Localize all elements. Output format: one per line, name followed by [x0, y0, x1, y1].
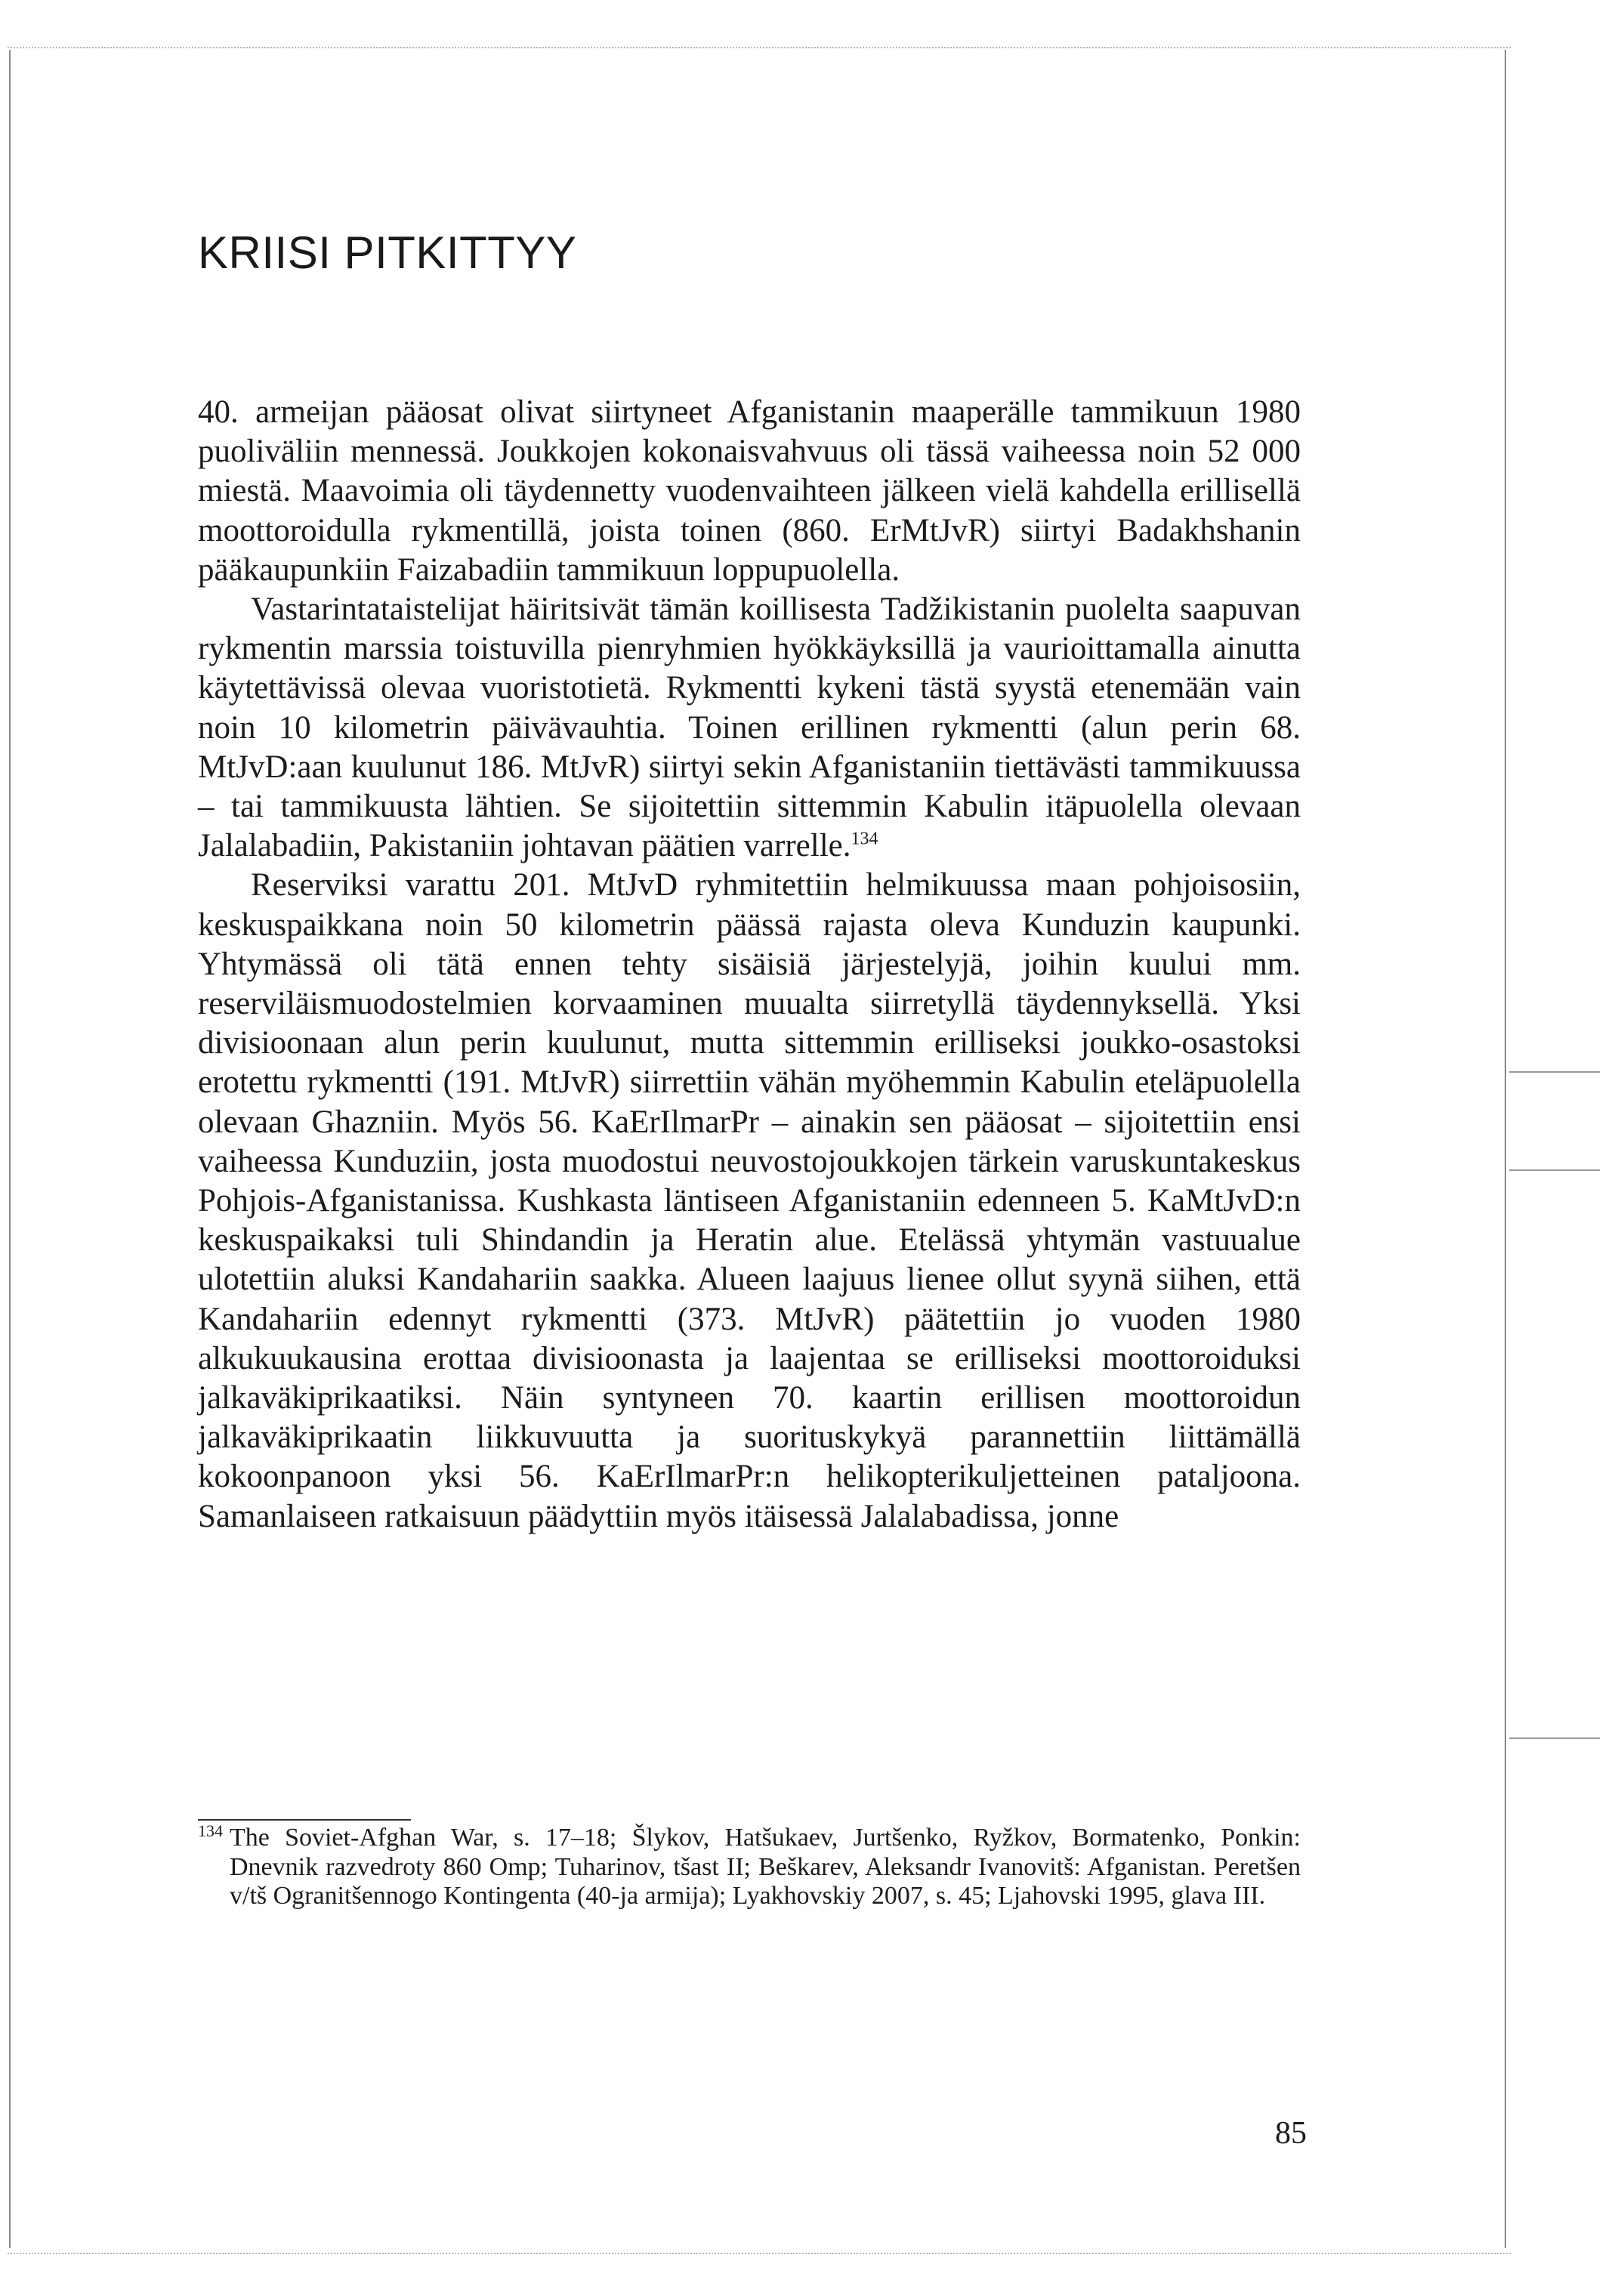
paragraph-2	[198, 590, 1301, 866]
paragraph-3: Reserviksi varattu 201. MtJvD ryhmitettiin helmikuussa maan pohjoisosiin, keskuspaikkana noin 50 kilometrin päässä rajasta oleva Kunduzin kaupunki. Yhtymässä oli tätä ennen tehty sisäisiä järjestelyjä, joihin kuului mm. reserviläismuodostelmien korvaaminen muualta siirretyllä täydennyksellä. Yksi divisioonaan alun perin kuulunut, mutta sittemmin erilliseksi joukko-osastoksi erotettu rykmentti (191. MtJvR) siirrettiin vähän myöhemmin Kabulin eteläpuolella olevaan Ghazniin. Myös 56. KaErIlmarPr – ainakin sen pääosat – sijoitettiin ensi vaiheessa Kunduziin, josta muodostui neuvostojoukkojen tärkein varuskuntakeskus Pohjois-Afganistanissa. Kushkasta läntiseen Afganistaniin edenneen 5. KaMtJvD:n keskuspaikaksi tuli Shindandin ja Heratin alue. Etelässä yhtymän vastuualue ulotettiin aluksi Kandahariin saakka. Alueen laajuus lienee ollut syynä siihen, että Kandahariin edennyt rykmentti (373. MtJvR) päätettiin jo vuoden 1980 alkukuukausina erottaa divisioonasta ja laajentaa se erilliseksi moottoroiduksi jalkaväkiprikaatiksi. Näin syntyneen 70. kaartin erillisen moottoroidun jalkaväkiprikaatin liikkuvuutta ja suorituskykyä parannettiin liittämällä kokoonpanoon yksi 56. KaErIlmarPr:n helikopterikuljetteinen pataljoona. Samanlaiseen ratkaisuun päädyttiin myös itäisessä Jalalabadissa, jonne	[198, 867, 1301, 1534]
paragraph-1: 40. armeijan pääosat olivat siirtyneet Afganistanin maaperälle tammikuun 1980 puoliväliin mennessä. Joukkojen kokonaisvahvuus oli tässä vaiheessa noin 52 000 miestä. Maavoimia oli täydennetty vuodenvaihteen jälkeen vielä kahdella erillisellä moottoroidulla rykmentillä, joista toinen (860. ErMtJvR) siirtyi Badakhshanin pääkaupunkiin Faizabadiin tammikuun loppupuolella.	[198, 394, 1301, 588]
scan-tick	[1509, 1169, 1600, 1171]
footnote-reference[interactable]: 134	[851, 829, 878, 849]
paragraph-2-text: Vastarintataistelijat häiritsivät tämän koillisesta Tadžikistanin puolelta saapuvan rykmentin marssia toistuvilla pienryhmien hyökkäyksillä ja vaurioittamalla ainutta käytettävissä olevaa vuoristotietä. Rykmentti kykeni tästä syystä etenemään vain noin 10 kilometrin päivävauhtia. Toinen erillinen rykmentti (alun perin 68. MtJvD:aan kuulunut 186. MtJvR) siirtyi sekin Afganistaniin tiettävästi tammikuussa – tai tammikuusta lähtien. Se sijoitettiin sittemmin Kabulin itäpuolella olevaan Jalalabadiin, Pakistaniin johtavan päätien varrelle.	[198, 592, 1301, 864]
body-text	[198, 393, 1301, 1537]
footnote-text: The Soviet-Afghan War, s. 17–18; Šlykov, Hatšukaev, Jurtšenko, Ryžkov, Bormatenko, Ponkin: Dnevnik razvedroty 860 Omp; Tuharinov, tšast II; Beškarev, Aleksandr Ivanovitš: Afganistan. Peretšen v/tš Ogranitšennogo Kontingenta (40-ja armija); Lyakhovskiy 2007, s. 45; Ljahovski 1995, glava III.	[230, 1824, 1301, 1910]
scan-border-right	[1505, 50, 1506, 2248]
scan-tick	[1509, 1071, 1600, 1073]
scan-border-bottom	[8, 2253, 1511, 2254]
scan-border-left	[9, 50, 11, 2248]
scan-border-top	[8, 47, 1511, 48]
page-number: 85	[1275, 2116, 1307, 2151]
footnote-divider	[198, 1819, 411, 1821]
footnotes	[198, 1821, 1301, 1911]
scan-tick	[1509, 1737, 1600, 1739]
footnote-134: 134 The Soviet-Afghan War, s. 17–18; Šlykov, Hatšukaev, Jurtšenko, Ryžkov, Bormatenko, Ponkin: Dnevnik razvedroty 860 Omp; Tuharinov, tšast II; Beškarev, Aleksandr Ivanovitš: Afganistan. Peretšen v/tš Ogranitšennogo Kontingenta (40-ja armija); Lyakhovskiy 2007, s. 45; Ljahovski 1995, glava III.	[198, 1821, 1301, 1910]
chapter-title: KRIISI PITKITTYY	[198, 227, 577, 278]
